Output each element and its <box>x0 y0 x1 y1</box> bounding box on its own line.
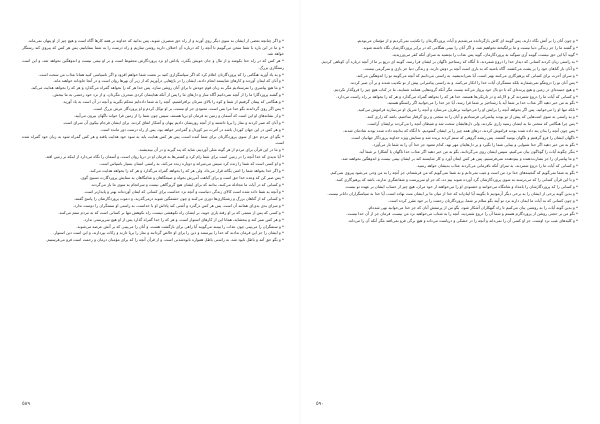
text-paragraph: * و بدین گونه آیات را به روشنی بیان می‌کنیم تا راه گنهکاران آشکار شود، بگو من از پرستش آنان که جز خدا می‌خوانید نهی شده‌ام. <box>367 204 578 210</box>
text-paragraph: * و ما پیامبران را جز بشارت‌دهنده و بیم‌دهنده نمی‌فرستیم، پس هر کس ایمان آورد و کار شایسته کند بر ایشان بیمی نیست و اندوهگین نخواهند شد. <box>341 155 578 161</box>
text-paragraph: * و اگر خدا بخواهد شما را امتی یگانه قرار می‌داد، ولی هر که را بخواهد گمراه می‌گذارد و هر که را بخواهد هدایت می‌کند. <box>89 168 284 174</box>
text-paragraph: * پس چون آنچه را بدان پند داده شده بودند فراموش کردند، درهای همه چیز را بر ایشان گشودیم، تا آنگاه که بدانچه داده شده بودند شادمان شدند. <box>343 128 578 134</box>
text-paragraph: * و ما در این قرآن برای مردم از هر گونه مثلی آوردیم، شاید که پند گیرند و در آن بیندیشند. <box>138 147 284 153</box>
text-paragraph: * ناگهان ایشان را فرو گرفتیم و ناگهان نومید گشتند، پس ریشه گروهی که ستم کردند بریده شد و ستایش ویژه خداوند پروردگار جهانیان است. <box>350 135 578 141</box>
text-paragraph: * و گفتند ما را جز زندگی دنیا نیست و ما برانگیخته نخواهیم شد، و اگر آنان را ببینی هنگامی که در برابر پروردگارشان نگاه داشته شوند. <box>362 44 578 50</box>
text-paragraph: * و کسانی که آیات ما را دروغ شمردند، به سزای آنکه نافرمانی می‌کردند عذاب بدیشان خواهد رسید. <box>416 162 578 168</box>
text-paragraph: * و ما هیچ پیامبری را نفرستادیم مگر به زبان قوم خودش تا برای آنان روشن سازد، پس خدا هر که را بخواهد گمراه می‌گذارد و هر که را بخواهد هدایت می‌کند. <box>30 85 284 91</box>
text-paragraph: * و ستمگران را می‌بینی چون عذاب را ببینند می‌گویند آیا راهی برای بازگشت هست، و آنان را می‌بینی که بر آتش عرضه می‌شوند. <box>76 223 284 229</box>
text-paragraph: * به راستی زیان کردند کسانی که دیدار خدا را دروغ شمردند، تا آنگاه که رستاخیز ناگهان بر ایشان فرا رسد، گویند ای دریغ بر ما از آنچه درباره آن کوتاهی کردیم. <box>320 58 578 64</box>
text-paragraph: * بنگر چگونه آیات را گوناگون بیان می‌کنیم، سپس ایشان روی می‌گردانند، بگو به من خبر دهید اگر عذاب خدا ناگهان یا آشکارا بر شما آید. <box>358 149 578 154</box>
text-paragraph: * و ایشان را جز این فرمان ندادند که خدا را بپرستند و دین را برای او خالص گردانند و نماز را برپا دارند و زکات بپردازند، و این است دین استوار. <box>53 230 284 236</box>
text-paragraph: * و آنان که صبر کردند و نماز را برپا داشتند و از آنچه روزیشان دادیم پنهان و آشکار انفاق کردند، برای ایشان فرجام نیکوی آن سرای است. <box>62 120 284 126</box>
right-page-number: ٥٩٠ <box>316 401 325 407</box>
text-paragraph: * و سزای بدی بدی‌ای همانند آن است، پس هر کس درگذرد و آشتی کند پاداش او با خداست، به راستی او ستمگران را دوست ندارد. <box>72 202 284 208</box>
text-paragraph: * و هر کس صبر کند و ببخشاید، همانا این از کارهای استوار است، و هر که را خدا گمراه گذارد پس از او هیچ سرپرستی ندارد. <box>83 216 284 222</box>
text-paragraph: * و آنان بار گناهان خود را بر پشت می‌کشند، آگاه باشید که بد باری است آنچه بر دوش دارند، و زندگی دنیا جز بازی و سرگرمی نیست. <box>363 65 578 71</box>
text-paragraph: * و هنگامی که پیمان گرفتیم از شما و کوه را بالای سرتان برافراشتیم، آنچه را به شما داده‌ایم محکم بگیرید و آنچه در آن است به یاد آورید. <box>62 99 284 105</box>
text-paragraph: * و آنان که ایمان آوردند و کارهای شایسته انجام دادند، ایشان را در باغ‌هایی درآوریم که از زیر آن نهرها روان است و در آنجا جاودانه خواهند ماند. <box>52 78 284 84</box>
text-paragraph: * و کسانی را که پروردگارشان را بامداد و شامگاه می‌خوانند و خشنودی او را می‌خواهند از خود مران، هیچ چیز از حساب ایشان بر عهده تو نیست. <box>344 183 578 189</box>
text-paragraph: * گوید آیا این حق نیست، گویند آری سوگند به پروردگارمان، گوید پس عذاب را بچشید به سزای آنکه کفر می‌ورزیدید. <box>391 51 578 57</box>
text-paragraph: * بگو به من خبر دهید اگر خدا شنوایی و بینایی شما را بگیرد و بر دل‌هایتان مهر نهد، کدام معبود جز خدا آن را به شما باز می‌آورد. <box>372 142 578 148</box>
left-page-text-column <box>22 38 284 396</box>
text-paragraph: * و کلیدهای غیب نزد اوست، جز او کسی آن را نمی‌داند و آنچه را در خشکی و دریاست می‌داند و هیچ برگی فرو نمی‌افتد مگر آنکه آن را می‌داند. <box>347 218 578 224</box>
right-page-text-column <box>316 38 578 396</box>
left-page-number: ٥٨٩ <box>22 401 31 407</box>
text-paragraph: * پس آنان تو را دروغگو نمی‌شمارند بلکه ستمگران آیات خدا را انکار می‌کنند، و به راستی پیامبرانی پیش از تو تکذیب شدند و بر آن صبر کردند. <box>349 79 578 85</box>
text-paragraph: * و او کسی است که شما را زنده کرد سپس می‌میراند و دوباره زنده می‌کند، به راستی انسان بسیار ناسپاس است. <box>99 161 284 167</box>
text-paragraph: * بگو به شما نمی‌گویم که گنجینه‌های خدا نزد من است و غیب نمی‌دانم و به شما نمی‌گویم که من فرشته‌ام، جز آنچه را به من وحی می‌شود پیروی نمی‌کنم. <box>329 169 578 175</box>
text-paragraph: * بگو ای مردم حق از سوی پروردگارتان برای شما آمده است، پس هر کس هدایت یابد به سود خود هدایت یافته و هر کس گمراه شود به زیان خود گمراه شده است. <box>22 133 284 146</box>
text-paragraph: * و کسانی که آیات ما را دروغ شمردند کر و لال‌اند و در تاریکی‌ها هستند، خدا هر که را بخواهد گمراه می‌گذارد و هر که را بخواهد بر راه راست می‌دارد. <box>336 93 578 99</box>
text-paragraph: * و چون آنان را بر آتش نگاه دارند، پس گویند ای کاش بازگردانده می‌شدیم و آیات پروردگارمان را تکذیب نمی‌کردیم و از مؤمنان می‌بودیم. <box>356 38 578 43</box>
text-paragraph: * بگو من بر حجتی روشن از پروردگارم هستم و شما آن را دروغ شمردید، آنچه را به شتاب می‌خواهید نزد من نیست، فرمان جز از آن خدا نیست. <box>346 211 578 217</box>
text-paragraph: * و با این قرآن کسانی را که می‌ترسند به سوی پروردگارشان گرد آورده شوند بیم ده، که جز او سرپرست و شفاعتگری ندارند، باشد که پرهیزگاری کنند. <box>335 176 578 182</box>
text-paragraph: * و اگر چنانچه بعضی از ایشان به سوی دیگر روی آورند و از راه حق منصرف شوند، پس بدانید که خداوند بر همه کارها آگاه است و هیچ چیز از او پنهان نمی‌ماند. <box>27 38 284 43</box>
text-paragraph: * و بگو حق آمد و باطل نابود شد، به راستی باطل همواره نابودشدنی است، و از قرآن آنچه را که برای مؤمنان درمان و رحمت است فرو می‌فرستیم. <box>46 237 284 243</box>
text-paragraph: * بلکه تنها او را می‌خوانید، پس اگر بخواهد آنچه را برایش او را می‌خوانید برطرف می‌سازد و آنچه را شریک او می‌سازید فراموش می‌کنید. <box>357 107 578 113</box>
text-paragraph: * هر کس که در راه خدا بکوشد و از مال و جان خویش بگذرد، پاداش او نزد پروردگارش محفوظ است و بر او بیمی نیست و اندوهگین نخواهد شد، و این است رستگاری بزرگ. <box>22 58 284 70</box>
text-paragraph: * و گفتند پروردگارا ما را از آنچه نمی‌دانیم آگاه ساز و دل‌های ما را پس از آنکه هدایتمان کردی منحرف مگردان، و از نزد خود رحمتی به ما ببخش. <box>52 92 284 98</box>
text-paragraph: * پس اگر روی گرداندند بگو خدا مرا بس است، معبودی جز او نیست، بر او توکل کردم و او پروردگار عرش بزرگ است. <box>92 106 284 112</box>
text-paragraph: * و کسی که پس از ستمی که بر او رفته یاری جوید، بر ایشان راه نکوهشی نیست، راه نکوهش تنها بر کسانی است که به مردم ستم می‌کنند. <box>58 209 284 215</box>
text-paragraph: * و بدین گونه برخی از ایشان را به برخی دیگر آزمودیم تا بگویند آیا اینان‌اند که خدا از میان ما بر ایشان منت نهاده است، آیا خدا به سپاسگزاران داناتر نیست. <box>327 190 578 196</box>
text-paragraph: * و کسانی که از گناهان بزرگ و زشتکاری‌ها دوری می‌کنند و چون خشمگین شوند درمی‌گذرند، و دعوت پروردگارشان را پاسخ گفتند. <box>73 195 284 201</box>
text-paragraph: * و به راستی به سوی امت‌هایی که پیش از تو بودند پیامبرانی فرستادیم و آنان را به سختی و رنج گرفتار ساختیم، باشد که زاری کنند. <box>365 114 578 120</box>
text-paragraph: * و به یاد آورید هنگامی را که پروردگارتان اعلام کرد که اگر سپاسگزاری کنید بر نعمت شما خواهم افزود و اگر ناسپاسی کنید همانا عذاب من سخت است. <box>38 71 284 77</box>
text-paragraph: * و کسانی که در آیات ما مجادله می‌کنند، بدانند که برای ایشان هیچ گریزگاهی نیست و سرانجام به سوی ما باز می‌گردند. <box>90 181 284 187</box>
text-paragraph: * و ما در این باره با شما سخن می‌گوییم تا آنچه را که درباره آن اختلاف دارید روشن سازیم و راه درست را به شما بنمایانیم، پس هر کس که پیروی کند رستگار خواهد شد. <box>22 44 284 57</box>
right-page <box>300 0 600 424</box>
text-paragraph: * بگو به من خبر دهید اگر عذاب خدا بر شما آید یا رستاخیز بر شما فرا رسد، آیا جز خدا را می‌خوانید اگر راستگو هستید. <box>386 100 578 106</box>
text-paragraph: * و هیچ جنبنده‌ای در زمین و هیچ پرنده‌ای که با دو بال خود پرواز می‌کند نیست مگر آنکه گروه‌هایی همانند شمایند، ما در کتاب هیچ چیز را فروگذار نکردیم. <box>333 86 578 92</box>
text-paragraph: * و چون کسانی که به آیات ما ایمان دارند نزد تو آیند بگو سلام بر شما، پروردگارتان رحمت را بر خود مقرر کرده است. <box>388 197 578 203</box>
text-paragraph: * پس صبر کن که وعده خدا حق است و برای گناهت آمرزش بخواه و صبحگاهان و شامگاهان به ستایش پروردگارت تسبیح گوی. <box>80 174 284 180</box>
text-paragraph: * پس چرا هنگامی که سختی ما به ایشان رسید زاری نکردند، ولی دل‌هایشان سخت شد و شیطان آنچه را می‌کردند برایشان آراست. <box>367 121 578 127</box>
text-paragraph: * و آنچه به شما داده شده است کالای زندگی دنیاست و آنچه نزد خداست برای کسانی که ایمان آورده‌اند بهتر و پایدارتر است. <box>83 188 284 194</box>
text-paragraph: * آیا ندیدی که خدا آنچه را در زمین است برای شما رام کرد و کشتی‌ها به فرمان او در دریا روان است، و آسمان را نگاه می‌دارد از اینکه بر زمین افتد. <box>44 154 284 160</box>
text-paragraph: * و از نشانه‌های او این است که آسمان و زمین به فرمان او برپا هستند، سپس چون شما را از زمین فرا خواند ناگهان بیرون می‌آیید. <box>74 113 284 119</box>
text-paragraph: * و سرای آخرت برای کسانی که پرهیزگاری می‌کنند بهتر است، آیا نمی‌اندیشید، به راستی می‌دانیم که آنچه می‌گویند تو را اندوهگین می‌کند. <box>356 72 578 78</box>
text-paragraph: * و هر کس در این جهان کوردل باشد در آخرت نیز کوردل و گمراه‌تر خواهد بود، پس از راه درست دور مانده است. <box>100 127 284 132</box>
